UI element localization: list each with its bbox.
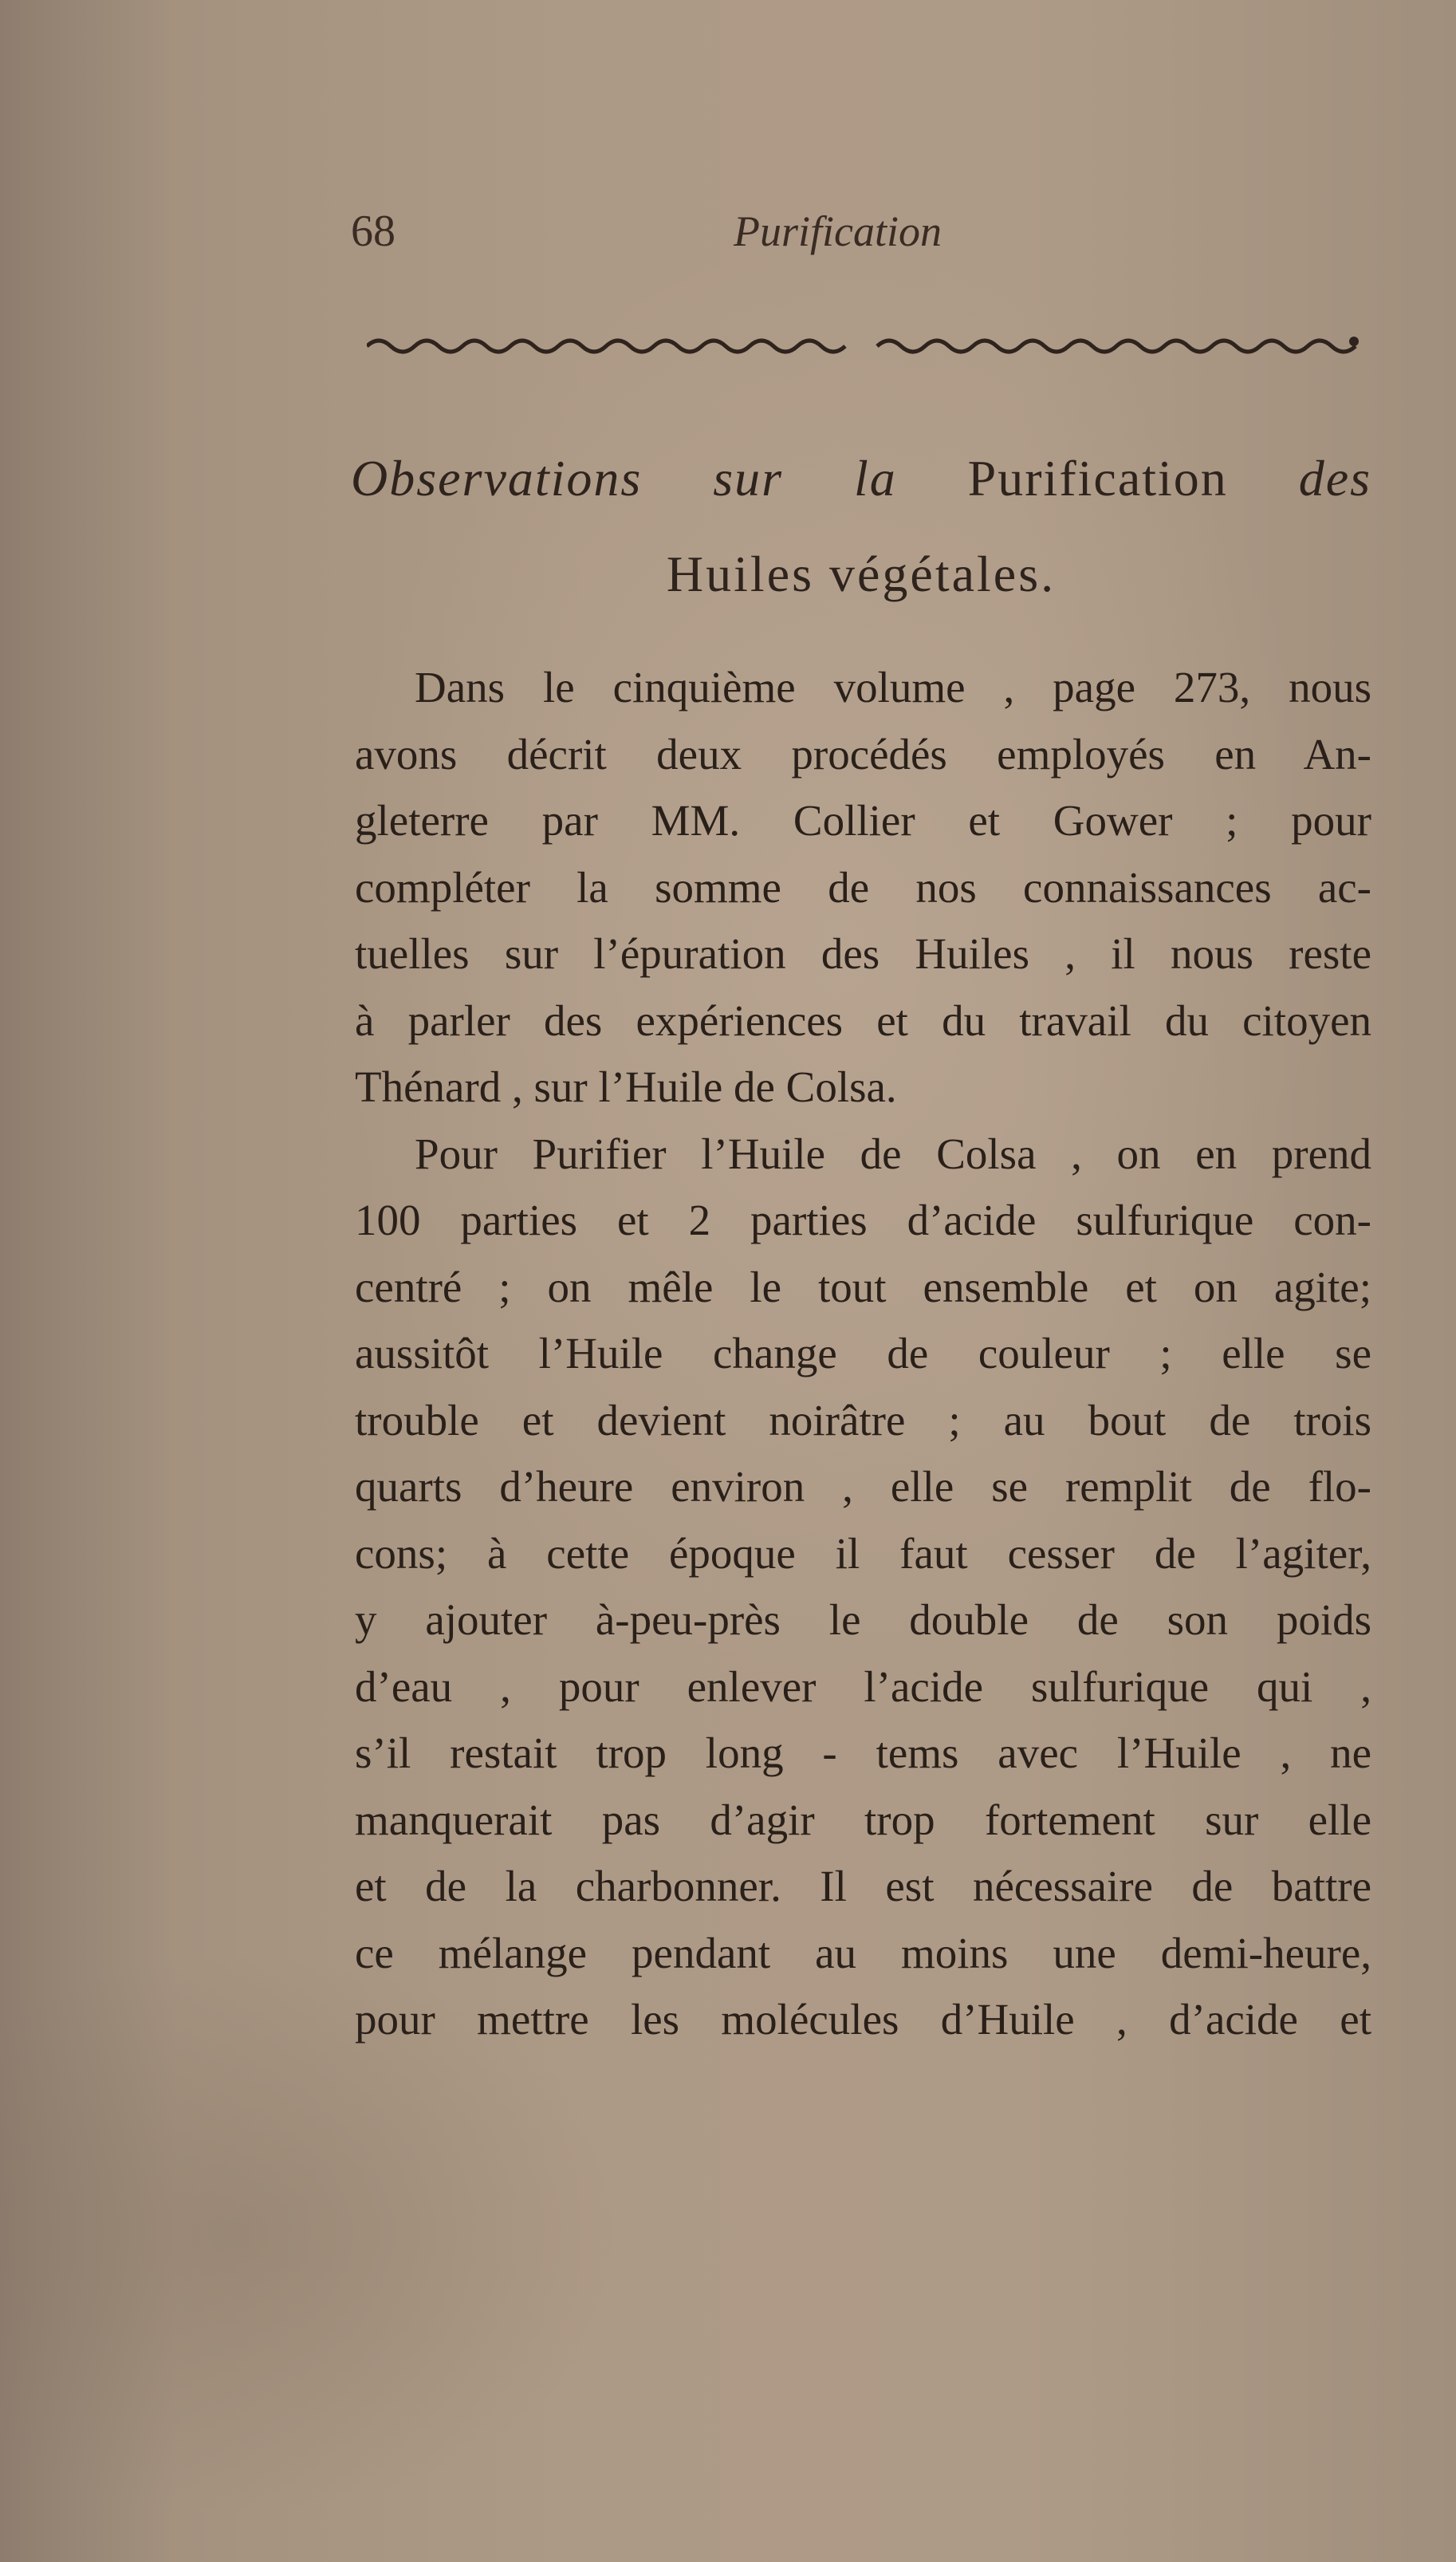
text-line: pour mettre les molécules d’Huile , d’acide et [355, 1995, 1371, 2044]
section-title-italic-1: Observations sur la [351, 450, 897, 506]
text-line: à parler des expériences et du travail du citoyen [355, 995, 1371, 1045]
text-line: y ajouter à-peu-près le double de son poids [355, 1595, 1371, 1644]
text-line: tuelles sur l’épuration des Huiles , il nous reste [355, 929, 1371, 978]
text-line: cons; à cette époque il faut cesser de l’agiter, [355, 1528, 1371, 1578]
text-line: gleterre par MM. Collier et Gower ; pour [355, 796, 1371, 845]
page-number: 68 [351, 207, 395, 256]
text-line: Pour Purifier l’Huile de Colsa , on en prend [415, 1129, 1371, 1178]
text-line: compléter la somme de nos connaissances ac- [355, 862, 1371, 912]
text-line: d’eau , pour enlever l’acide sulfurique qui , [355, 1661, 1371, 1711]
section-title-line-2: Huiles végétales. [666, 546, 1057, 602]
running-title: Purification [734, 207, 942, 255]
text-line: aussitôt l’Huile change de couleur ; elle se [355, 1329, 1371, 1378]
text-line: manquerait pas d’agir trop fortement sur elle [355, 1795, 1371, 1844]
section-title-roman: Purification [967, 450, 1228, 506]
body-text [355, 654, 1371, 2053]
text-line: trouble et devient noirâtre ; au bout de trois [355, 1395, 1371, 1445]
text-line: centré ; on mêle le tout ensemble et on agite; [355, 1262, 1371, 1311]
text-line: ce mélange pendant au moins une demi-heure, [355, 1928, 1371, 1977]
text-line: 100 parties et 2 parties d’acide sulfurique con- [355, 1196, 1371, 1244]
text-line: et de la charbonner. Il est nécessaire de battre [355, 1862, 1371, 1910]
text-line: s’il restait trop long - tems avec l’Huile , ne [355, 1728, 1371, 1777]
wavy-rule-ornament [367, 329, 1364, 361]
text-line: Thénard , sur l’Huile de Colsa. [355, 1062, 897, 1111]
section-title-italic-2: des [1298, 450, 1371, 506]
text-line: avons décrit deux procédés employés en An- [355, 729, 1371, 778]
text-line: quarts d’heure environ , elle se remplit de flo- [355, 1462, 1371, 1511]
section-title-line-1 [351, 431, 1371, 526]
section-title [351, 431, 1371, 622]
text-line: Dans le cinquième volume , page 273, nous [415, 663, 1371, 711]
running-head [351, 199, 1371, 263]
